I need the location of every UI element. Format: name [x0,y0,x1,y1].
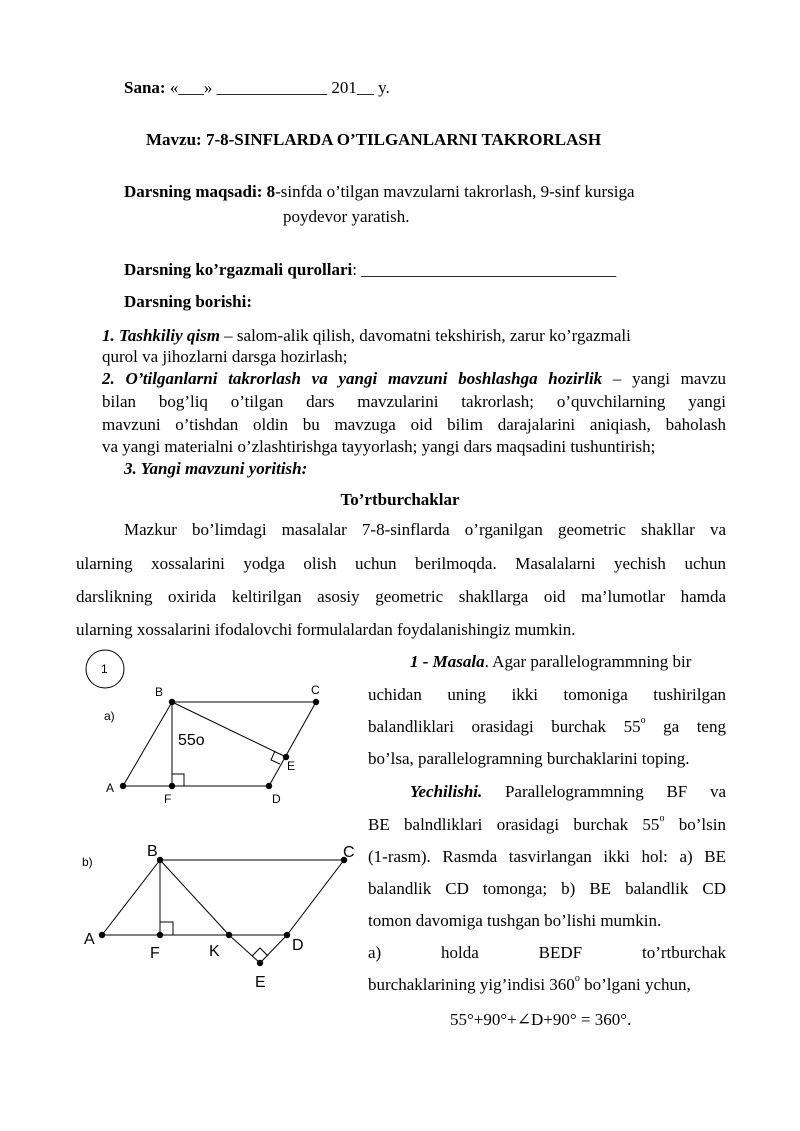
step-1-line-2: qurol va jihozlarni darsga hozirlash; [102,347,348,366]
solution-line-7: burchaklarining yig’indisi 360$^o$ bo’lgani ychun, [368,973,691,994]
problem-line-1: 1 - Masala. Agar parallelogrammning bir [410,652,692,671]
right-angle-e-b [252,948,268,956]
figure-a [106,683,320,806]
parallelogram-b [102,860,344,935]
intro-line-3: darslikning oxirida keltirilgan asosiy geometric shakllarga oid ma’lumotlar hamda [76,587,726,606]
geometry-figure [0,0,360,1000]
point-f-a [169,783,175,789]
lesson-process-heading: Darsning borishi: [124,292,252,311]
intro-line-4: ularning xossalarini ifodalovchi formulalardan foydalanishingiz mumkin. [76,620,576,639]
point-d-a [266,783,272,789]
segment-ed-b [260,935,287,963]
label-k-b: K [209,943,220,960]
label-d-b: D [292,937,304,954]
step-1-text: – salom-alik qilish, davomatni tekshirish, zarur ko’rgazmali [219,326,631,345]
step-1-title: 1. Tashkiliy qism [102,326,220,345]
lesson-topic: Mavzu: 7-8-SINFLARDA O’TILGANLARNI TAKRORLASH [146,130,602,149]
section-title: To’rtburchaklar [340,490,460,509]
solution-formula: 55°+90°+∠D+90° = 360°. [450,1010,632,1029]
figure-b [84,843,355,991]
label-a-a: A [106,781,115,795]
point-f-b [157,932,163,938]
problem-line-2: uchidan uning ikki tomoniga tushirilgan [368,685,726,704]
step-3-title: 3. Yangi mavzuni yoritish: [124,459,308,478]
step-2-line-3: mavzuni o’tishdan oldin bu mavzuga oid bilim darajalarini aniqiash, baholash [102,415,726,434]
parallelogram-a [123,702,316,786]
point-b-a [169,699,175,705]
label-c-a: C [311,683,320,697]
solution-line-1: Yechilishi. Parallelogrammning BF va [410,782,726,801]
point-k-b [226,932,232,938]
solution-line-4: balandlik CD tomonga; b) BE balandlik CD [368,879,726,898]
label-f-a: F [164,792,172,806]
label-d-a: D [272,792,281,806]
figure-b-label: b) [82,855,93,869]
solution-line-3: (1-rasm). Rasmda tasvirlangan ikki hol: a) BE [368,847,726,866]
tools-value: : ______________________________ [352,260,617,279]
goal-text-1: -sinfda o’tilgan mavzularni takrorlash, 9-sinf kursiga [275,182,635,201]
step-2-title: 2. O’tilganlarni takrorlash va yangi mavzuni boshlashga hozirlik [102,369,603,388]
goal-label: Darsning maqsadi: 8 [124,182,276,201]
angle-label: 55o [178,732,205,749]
label-b-a: B [155,685,164,699]
segment-bk-b [160,860,229,935]
intro-line-2: ularning xossalarini yodga olish uchun berilmoqda. Masalalarni yechish uchun [76,554,726,573]
tools-label: Darsning ko’rgazmali qurollari [124,260,353,279]
solution-title: Yechilishi. [410,782,483,801]
label-b-b: B [147,843,158,860]
problem-title: 1 - Masala [410,652,485,671]
point-c-a [313,699,319,705]
point-d-b [284,932,290,938]
solution-line-2: BE balndliklari orasidagi burchak 55$^o$ bo’lsin [368,813,726,834]
label-e-b: E [255,974,266,991]
intro-line-1: Mazkur bo’limdagi masalalar 7-8-sinflarda o’rganilgan geometric shakllar va [124,520,726,539]
label-e-a: E [287,759,296,773]
step-2-line-2: bilan bog’liq o’tilgan dars mavzularini takrorlash; o’quvchilarning yangi [102,392,726,411]
problem-line-4: bo’lsa, parallelogramning burchaklarini toping. [368,749,690,768]
point-e-b [257,960,263,966]
date-label: Sana: [124,78,166,97]
step-2-line-4: va yangi materialni o’zlashtirishga tayyorlash; yangi dars maqsadini tushuntirish; [102,437,656,456]
step-2-text: – yangi mavzu [602,369,726,388]
date-value: «___» _____________ 201__ y. [165,78,390,97]
solution-line-5: tomon davomiga tushgan bo’lishi mumkin. [368,911,662,930]
label-f-b: F [150,945,160,962]
problem-line-3: balandliklari orasidagi burchak 55$^o$ ga teng [368,715,726,736]
figure-a-label: a) [104,709,115,723]
segment-ke-b [229,935,260,963]
label-c-b: C [343,844,355,861]
point-b-b [157,857,163,863]
solution-line-6: a) holda BEDF to’rtburchak [368,943,726,962]
figure-number: 1 [101,662,108,676]
goal-text-2: poydevor yaratish. [283,207,410,226]
point-a-b [99,932,105,938]
point-a-a [120,783,126,789]
label-a-b: A [84,931,95,948]
